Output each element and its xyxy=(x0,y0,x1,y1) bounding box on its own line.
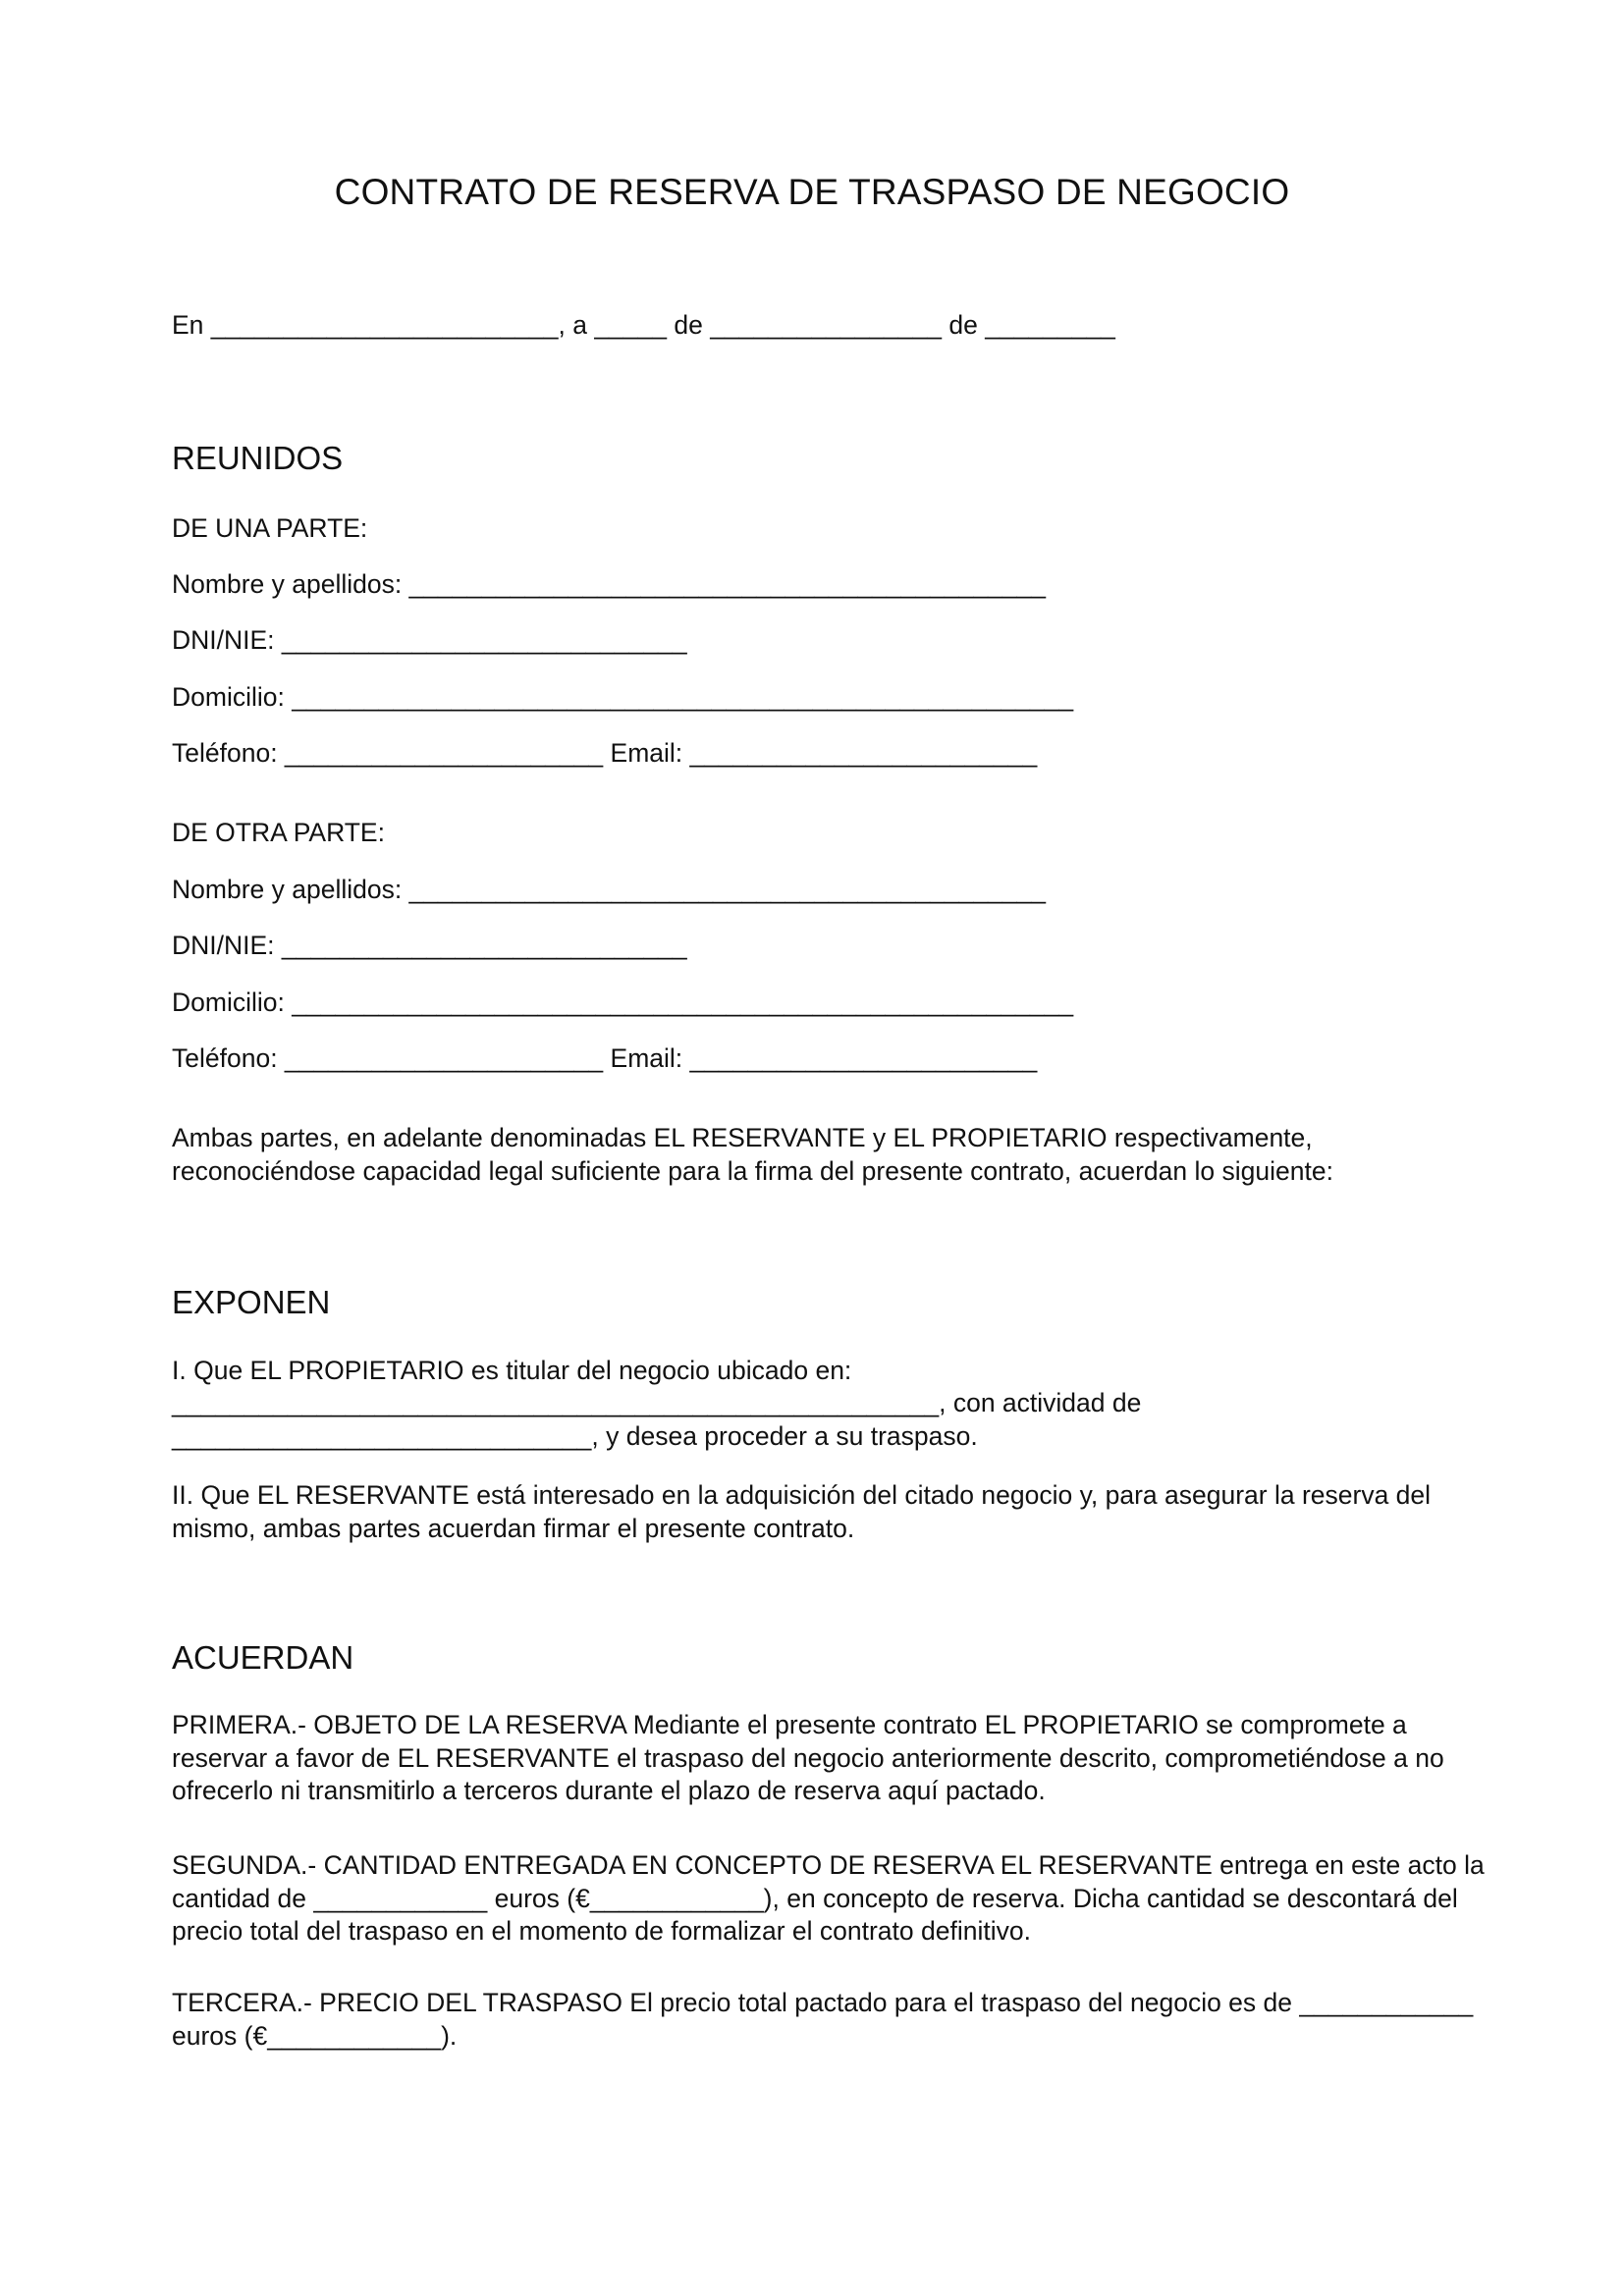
exponen-clause-i-line2: _____________________________________________________, con actividad de xyxy=(172,1388,1142,1417)
clause-tercera: TERCERA.- PRECIO DEL TRASPASO El precio total pactado para el traspaso del negocio es de ____________ euros (€____________). xyxy=(172,1988,1474,2051)
party2-address-line: Domicilio: ______________________________________________________ xyxy=(172,988,1074,1017)
document-title: CONTRATO DE RESERVA DE TRASPASO DE NEGOCIO xyxy=(334,172,1290,212)
parties-intro-paragraph: Ambas partes, en adelante denominadas EL RESERVANTE y EL PROPIETARIO respectivamente, reconociéndose capacidad legal suficiente para la firma del presente contrato, acuerdan lo siguiente: xyxy=(172,1123,1333,1186)
clause-primera: PRIMERA.- OBJETO DE LA RESERVA Mediante el presente contrato EL PROPIETARIO se compromete a reservar a favor de EL RESERVANTE el traspaso del negocio anteriormente descrito, comprometiéndose a no ofrecerlo ni transmitirlo a terceros durante el plazo de reserva aquí pactado. xyxy=(172,1710,1444,1805)
party1-name-line: Nombre y apellidos: ____________________________________________ xyxy=(172,569,1047,599)
exponen-clause-ii: II. Que EL RESERVANTE está interesado en la adquisición del citado negocio y, para asegurar la reserva del mismo, ambas partes acuerdan firmar el presente contrato. xyxy=(172,1480,1432,1543)
party2-dni-line: DNI/NIE: ____________________________ xyxy=(172,931,687,960)
exponen-heading: EXPONEN xyxy=(172,1284,331,1320)
party1-dni-line: DNI/NIE: ____________________________ xyxy=(172,625,687,655)
acuerdan-heading: ACUERDAN xyxy=(172,1639,354,1676)
place-date-line: En ________________________, a _____ de ________________ de _________ xyxy=(172,310,1115,340)
party1-address-line: Domicilio: ______________________________________________________ xyxy=(172,682,1074,712)
clause-segunda: SEGUNDA.- CANTIDAD ENTREGADA EN CONCEPTO DE RESERVA EL RESERVANTE entrega en este acto la cantidad de ____________ euros (€____________), en concepto de reserva. Dicha cantidad se descontará del precio total del traspaso en el momento de formalizar el contrato definitivo. xyxy=(172,1850,1485,1946)
party1-contact-line: Teléfono: ______________________ Email: ________________________ xyxy=(172,738,1038,768)
reunidos-heading: REUNIDOS xyxy=(172,440,344,476)
party2-label: DE OTRA PARTE: xyxy=(172,818,385,847)
party2-name-line: Nombre y apellidos: ____________________________________________ xyxy=(172,875,1047,904)
party1-label: DE UNA PARTE: xyxy=(172,513,368,543)
exponen-clause-i-line1: I. Que EL PROPIETARIO es titular del negocio ubicado en: xyxy=(172,1356,852,1385)
exponen-clause-i-line3: _____________________________, y desea proceder a su traspaso. xyxy=(172,1421,978,1451)
party2-contact-line: Teléfono: ______________________ Email: ________________________ xyxy=(172,1043,1038,1073)
